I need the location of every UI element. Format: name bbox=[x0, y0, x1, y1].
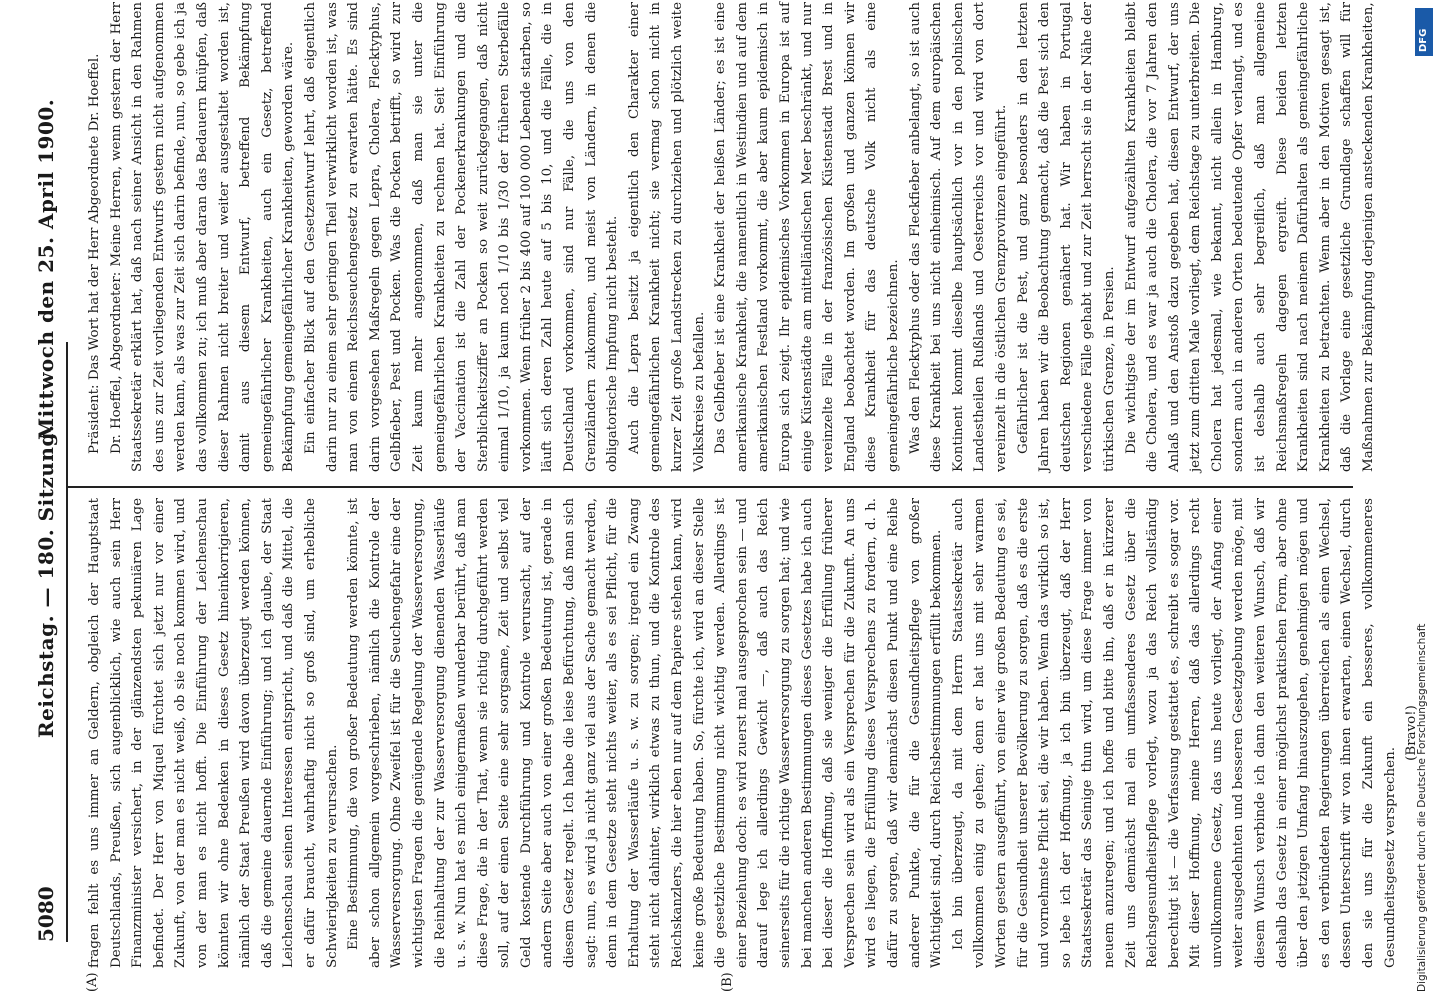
paragraph: Das Gelbfieber ist eine Krankheit der heißen Länder; es ist eine amerikanische Krankheit, die namentlich in Westindien und auf dem amerikanischen Festland vorkommt, die aber kaum epidemisch in Europa sich zeigt. Ihr epidemisches Vorkommen in Europa ist auf einige Küstenstädte am mittelländischen Meer beschränkt, und nur vereinzelte Fälle in der französischen Küstenstadt Brest und in England beobachtet worden. Im großen und ganzen können wir diese Krankheit für das deutsche Volk nicht als eine gemeingefährliche bezeichnen. bbox=[713, 2, 901, 472]
margin-mark-b: (B) bbox=[720, 972, 735, 992]
paragraph: Was den Flecktyphus oder das Fleckfieber anbelangt, so ist auch diese Krankheit bei uns nicht einheimisch. Auf dem europäischen Kontinent kommt dieselbe hauptsächlich vor in den polnischen Landestheilen Rußlands und Oesterreichs vor und wird von dort vereinzelt in die östlichen Grenzprovinzen eingeführt. bbox=[907, 2, 1009, 472]
applause-note: (Bravo!) bbox=[1404, 705, 1420, 761]
right-column bbox=[84, 2, 1377, 472]
session-date: Mittwoch den 25. April 1900. bbox=[34, 98, 58, 440]
paragraph: Gefährlicher ist die Pest, und ganz besonders in den letzten Jahren haben wir die Beobachtung gemacht, daß die Pest sich den deutschen Regionen genähert hat. Wir haben in Portugal verschiedene Fälle gehabt und zur Zeit herrscht sie in der Nähe der türkischen Grenze, in Persien. bbox=[1015, 2, 1117, 472]
paragraph: Präsident: Das Wort hat der Herr Abgeordnete Dr. Hoeffel. bbox=[87, 53, 102, 454]
credit-text: Digitalisierung gefördert durch die Deutsche Forschungsgemeinschaft bbox=[1416, 623, 1428, 992]
paragraph: Auch die Lepra besitzt ja eigentlich den Charakter einer gemeingefährlichen Krankheit nicht; sie vermag schon nicht in kurzer Zeit große Landstrecken zu durchziehen und plötzlich weite Volkskreise zu befallen. bbox=[626, 2, 707, 472]
digitization-credit bbox=[1414, 0, 1434, 1000]
header-rule bbox=[66, 342, 68, 942]
session-title: Reichstag. — 180. Sitzung. bbox=[34, 424, 58, 738]
paragraph: Die wichtigste der im Entwurf aufgezählten Krankheiten bleibt die Cholera, und es war ja auch die Cholera, die vor 7 Jahren den Anlaß und den Anstoß dazu gegeben hat, diesen Entwurf, der uns jetzt zum dritten Male vorliegt, dem Reichstage zu unterbreiten. Die Cholera hat jedesmal, wie bekannt, nicht allein in Hamburg, sondern auch in anderen Orten bedeutende Opfer verlangt, und es ist deshalb auch sehr begreiflich, daß man allgemeine Reichsmaßregeln dagegen ergreift. Diese beiden letzten Krankheiten sind nach meinem Dafürhalten als gemeingefährliche Krankheiten zu betrachten. Wenn aber in den Motiven gesagt ist, daß die Vorlage eine gesetzliche Grundlage schaffen will für Maßnahmen zur Bekämpfung derjenigen ansteckenden Krankheiten, bbox=[1123, 2, 1377, 472]
margin-mark-a: (A) bbox=[85, 972, 100, 992]
paragraph: fragen fehlt es uns immer an Geldern, obgleich der Hauptstaat Deutschlands, Preußen, sich augenblicklich, wie auch sein Herr Finanzminister versichert, in der glänzendsten pekuniären Lage befindet. Der Herr von Miquel fürchtet sich jetzt nur vor einer Zukunft, von der man es nicht weiß, ob sie noch kommen wird, und von der man es nicht hofft. Die Einführung der Leichenschau könnten wir ohne Bedenken in dieses Gesetz hineinkorrigieren, nämlich der Staat Preußen wird davon überzeugt werden können, daß die gemeine dauernde Einführung; und ich glaube, der Staat Leichenschau seinen Interessen entspricht, und daß die Mittel, die er dafür braucht, wahrhaftig nicht so groß sind, um erhebliche Schwierigkeiten zu verursachen. bbox=[87, 498, 340, 968]
paragraph: Eine Bestimmung, die von großer Bedeutung werden könnte, ist aber schon allgemein vorgeschrieben, nämlich die Kontrole der Wasserversorgung. Ohne Zweifel ist für die Seuchengefahr eine der wichtigsten Fragen die genügende Regelung der Wasserversorgung, die Reinhaltung der zur Wasserversorgung dienenden Wasserläufe u. s. w. Nun hat es mich einigermaßen wunderbar berührt, daß man diese Frage, die in der That, wenn sie richtig durchgeführt werden soll, auf der einen Seite eine sehr sorgsame, Zeit und selbst viel Geld kostende Durchführung und Kontrole verursacht, auf der andern Seite aber auch von einer großen Bedeutung ist, gerade in diesem Gesetz regelt. Ich habe die leise Befürchtung, daß man sich sagt: nun, es wird ja nicht ganz viel aus der Sache gemacht werden, denn in dem Gesetze steht nichts weiter, als es sei Pflicht, für die Erhaltung der Wasserläufe u. s. w. zu sorgen; irgend ein Zwang steht nicht dahinter, wirklich etwas zu thun, und die Kontrole des Reichskanzlers, die hier eben nur auf dem Papiere stehen kann, wird keine große Bedeutung haben. So, fürchte ich, wird an dieser Stelle die gesetzliche Bestimmung nicht wichtig werden. Allerdings ist einer Beziehung doch: es wird zuerst mal ausgesprochen sein — und darauf lege ich allerdings Gewicht —, daß auch das Reich seinerseits für die richtige Wasserversorgung zu sorgen hat; und wie bei manchen anderen Bestimmungen dieses Gesetzes habe ich auch bei dieser die Hoffnung, daß sie weniger die Erfüllung früherer Versprechen sein wird als ein Versprechen für die Zukunft. An uns wird es liegen, die Erfüllung dieses Versprechens zu fordern, d. h. dafür zu sorgen, daß wir demnächst diesen Punkt und eine Reihe anderer Punkte, die für die Gesundheitspflege von großer Wichtigkeit sind, durch Reichsbestimmungen erfüllt bekommen. bbox=[346, 498, 945, 968]
paragraph: Ein einfacher Blick auf den Gesetzentwurf lehrt, daß eigentlich darin nur zu einem sehr geringen Theil verwirklicht worden ist, was man von einem Reichsseuchengesetz zu erwarten hätte. Es sind darin vorgesehen Maßregeln gegen Lepra, Cholera, Flecktyphus, Gelbfieber, Pest und Pocken. Was die Pocken betrifft, so wird zur Zeit kaum mehr angenommen, daß man sie unter die gemeingefährlichen Krankheiten zu rechnen hat. Seit Einführung der Vaccination ist die Zahl der Pockenerkrankungen und die Sterblichkeitsziffer an Pocken so weit zurückgegangen, daß nicht einmal 1/10, ja kaum noch 1/10 bis 1/30 der früheren Sterbefälle vorkommen. Wenn früher 2 bis 400 auf 100 000 Lebende starben, so läuft sich deren Zahl heute auf 5 bis 10, und die Fälle, die in Deutschland vorkommen, sind nur Fälle, die uns von den Grenzländern zukommen, und meist von Ländern, in denen die obligatorische Impfung nicht besteht. bbox=[302, 2, 621, 472]
paragraph: Ich bin überzeugt, da mit dem Herrn Staatssekretär auch vollkommen einig zu gehen; denn er hat uns mit sehr warmen Worten gestern ausgeführt, von einer wie großen Bedeutung es sei, für die Gesundheit unserer Bevölkerung zu sorgen, daß es die erste und vornehmste Pflicht sei, die wir haben. Wenn das wirklich so ist, so lebe ich der Hoffnung, ja ich bin überzeugt, daß der Herr Staatssekretär das Seinige thun wird, um diese Frage immer von neuem anzuregen; und ich hoffe und bitte ihn, daß er in kürzerer Zeit uns demnächst mal ein umfassenderes Gesetz über die Reichsgesundheitspflege vorlegt, wozu ja das Reich vollständig berechtigt ist — die Verfassung gestattet es, schreibt es sogar vor. Mit dieser Hoffnung, meine Herren, daß das allerdings recht unvollkommene Gesetz, das uns heute vorliegt, der Anfang einer weiter ausgedehnten und besseren Gesetzgebung werden möge, mit diesem Wunsch verbinde ich dann den weiteren Wunsch, daß wir deshalb das Gesetz in einer möglichst praktischen Form, aber ohne über den jetzigen Umfang hinauszugehen, genehmigen mögen und es den verbündeten Regierungen überreichen als einen Wechsel, dessen Unterschrift wir von ihnen erwarten, einen Wechsel, durch den sie uns für die Zukunft ein besseres, vollkommeneres Gesundheitsgesetz versprechen. bbox=[950, 498, 1398, 968]
paragraph: Dr. Hoeffel, Abgeordneter: Meine Herren, wenn gestern der Herr Staatssekretär erklärt hat, daß nach seiner Ansicht in den Rahmen des uns zur Zeit vorliegenden Entwurfs gestern nicht aufgenommen werden kann, als was zur Zeit sich darin befinde, nun, so gebe ich ja das vollkommen zu; ich muß aber daran das Bedauern knüpfen, daß dieser Rahmen nicht breiter und weiter ausgestaltet worden ist, damit aus diesem Entwurf, betreffend Bekämpfung gemeingefährlicher Krankheiten, auch ein Gesetz, betreffend Bekämpfung gemeingefährlicher Krankheiten, geworden wäre. bbox=[108, 2, 297, 472]
dfg-logo bbox=[1415, 8, 1433, 56]
dfg-logo-text: DFG bbox=[1418, 28, 1429, 52]
page-header bbox=[0, 0, 56, 1000]
page-number: 5080 bbox=[34, 886, 58, 942]
column-divider bbox=[68, 486, 1353, 488]
left-column bbox=[84, 498, 1420, 968]
